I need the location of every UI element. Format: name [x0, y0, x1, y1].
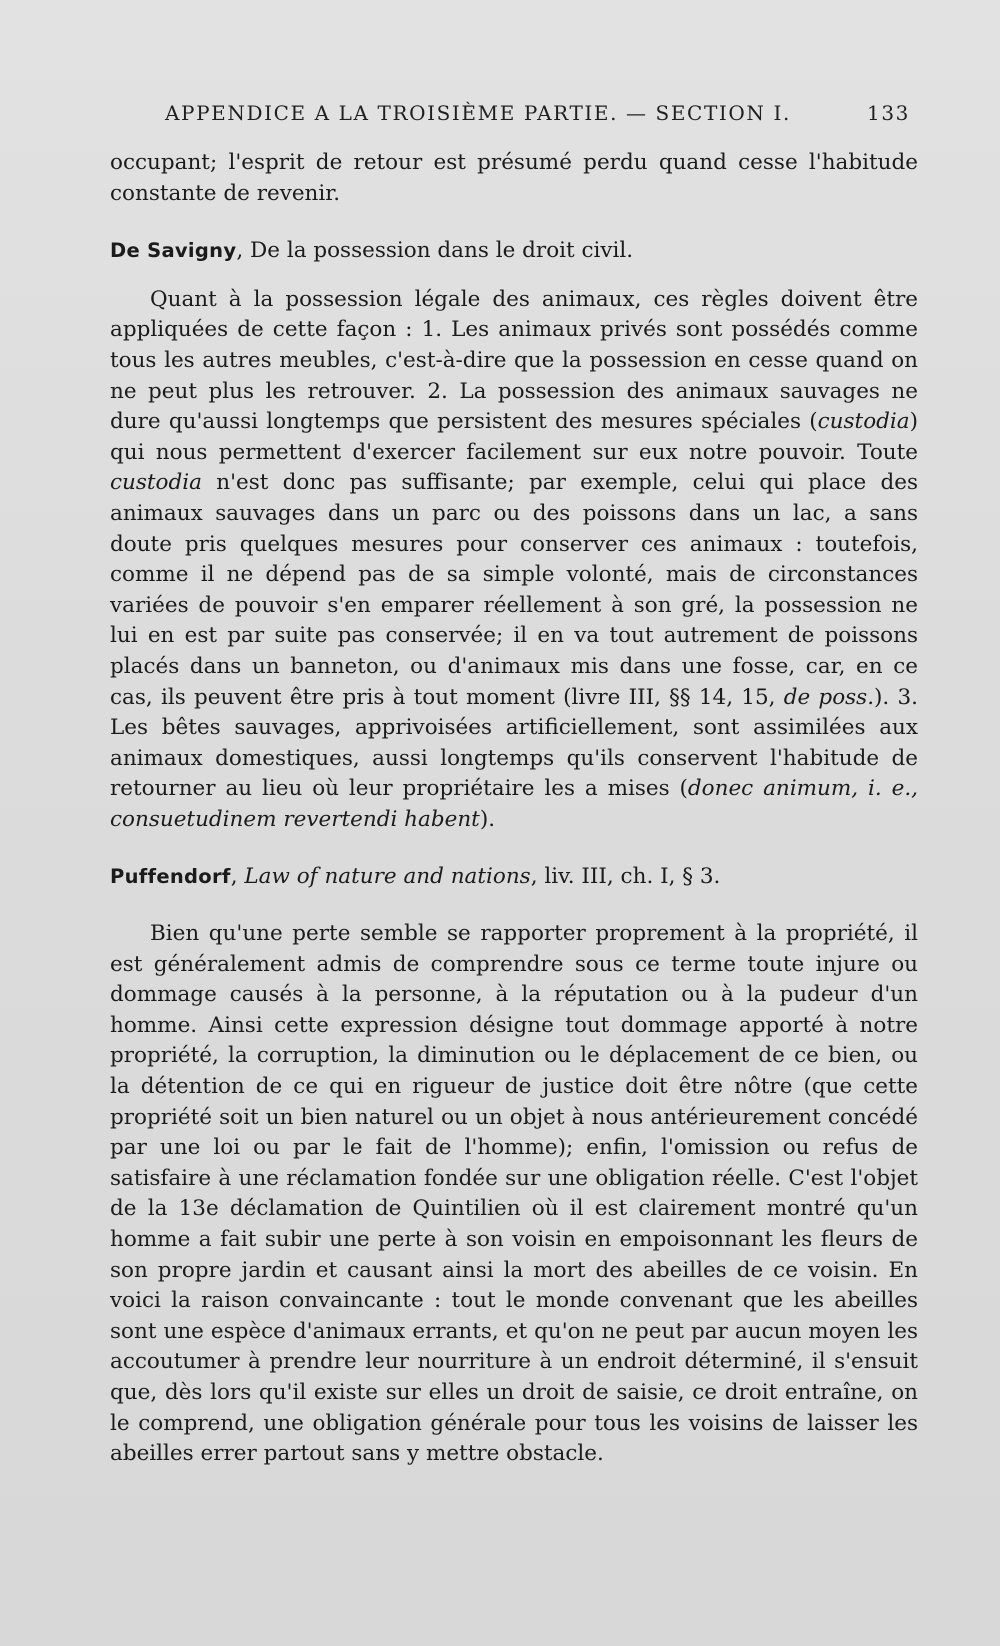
- p2-italic-de-poss: de poss.: [783, 684, 875, 710]
- paragraph-occupant: occupant; l'esprit de retour est présumé perdu quand cesse l'habitude constante de revenir.: [110, 150, 918, 206]
- p2-part-c: n'est donc pas suffisante; par exemple, celui qui place des animaux sauvages dans un parc ou des poissons dans un lac, a sans doute pris quelques mesures pour conserver ces animaux : toutefois, comme il ne dépend pas de sa simple volonté, mais de circonstances variées de pouvoir s'en emparer réellement à son gré, la possession ne lui en est par suite pas conservée; il en va tout autrement de poissons placés dans un banneton, ou d'animaux mis dans une fosse, car, en ce cas, ils peuvent être pris à tout moment (livre III, §§ 14, 15,: [110, 470, 918, 710]
- p2-part-a: Quant à la possession légale des animaux, ces règles doivent être appliquées de cette façon : 1. Les animaux privés sont possédés comme tous les autres meubles, c'est-à-dire que la possession en cesse quand on ne peut plus les retrouver. 2. La possession des animaux sauvages ne dure qu'aussi longtemps que persistent des mesures spéciales (: [110, 286, 918, 435]
- puffendorf-separator: ,: [230, 864, 245, 890]
- paragraph-perte-abeilles: Bien qu'une perte semble se rapporter proprement à la propriété, il est généralement admis de comprendre sous ce terme toute injure ou dommage causés à la personne, à la réputation ou à la pudeur d'un homme. Ainsi cette expression désigne tout dommage apporté à notre propriété, la corruption, la diminution ou le déplacement de ce bien, ou la détention de ce qui en rigueur de justice doit être nôtre (que cette propriété soit un bien naturel ou un objet à nous antérieurement concédé par une loi ou par le fait de l'homme); enfin, l'omission ou refus de satisfaire à une réclamation fondée sur une obligation réelle. C'est l'objet de la 13e déclamation de Quintilien où il est clairement montré qu'un homme a fait subir une perte à son voisin en empoisonnant les fleurs de son propre jardin et causant ainsi la mort des abeilles de ce voisin. En voici la raison convaincante : tout le monde convenant que les abeilles sont une espèce d'animaux errants, et qu'on ne peut par aucun moyen les accoutumer à prendre leur nourriture à un endroit déterminé, il s'ensuit que, dès lors qu'il existe sur elles un droit de saisie, ce droit entraîne, on le comprend, une obligation générale pour tous les voisins de laisser les abeilles errer partout sans y mettre obstacle.: [110, 921, 918, 1467]
- puffendorf-reference: , liv. III, ch. I, § 3.: [530, 864, 721, 890]
- running-title: APPENDICE A LA TROISIÈME PARTIE. — SECTION I.: [165, 101, 791, 125]
- p2-part-b: ) qui nous permettent d'exercer facilement sur eux notre pouvoir. Toute: [110, 409, 918, 465]
- paragraph-possession-animaux: [110, 285, 918, 836]
- puffendorf-author: Puffendorf: [110, 865, 231, 889]
- savigny-citation: [110, 236, 918, 267]
- page-body: [110, 148, 918, 1470]
- page-number: 133: [867, 101, 910, 125]
- savigny-work: , De la possession dans le droit civil.: [236, 238, 634, 264]
- puffendorf-citation: [110, 862, 918, 893]
- savigny-author: De Savigny: [110, 239, 237, 263]
- running-header: [165, 101, 910, 131]
- p2-italic-donec: donec animum, i. e., consuetudinem revertendi habent: [110, 776, 918, 832]
- p2-italic-custodia-2: custodia: [110, 470, 202, 496]
- p2-part-e: ).: [479, 806, 496, 832]
- p2-italic-custodia-1: custodia: [817, 409, 910, 435]
- puffendorf-work: Law of nature and nations: [244, 864, 531, 890]
- p2-part-d: ). 3. Les bêtes sauvages, apprivoisées artificiellement, sont assimilées aux animaux domestiques, aussi longtemps qu'ils conservent l'habitude de retourner au lieu où leur propriétaire les a mises (: [110, 684, 919, 802]
